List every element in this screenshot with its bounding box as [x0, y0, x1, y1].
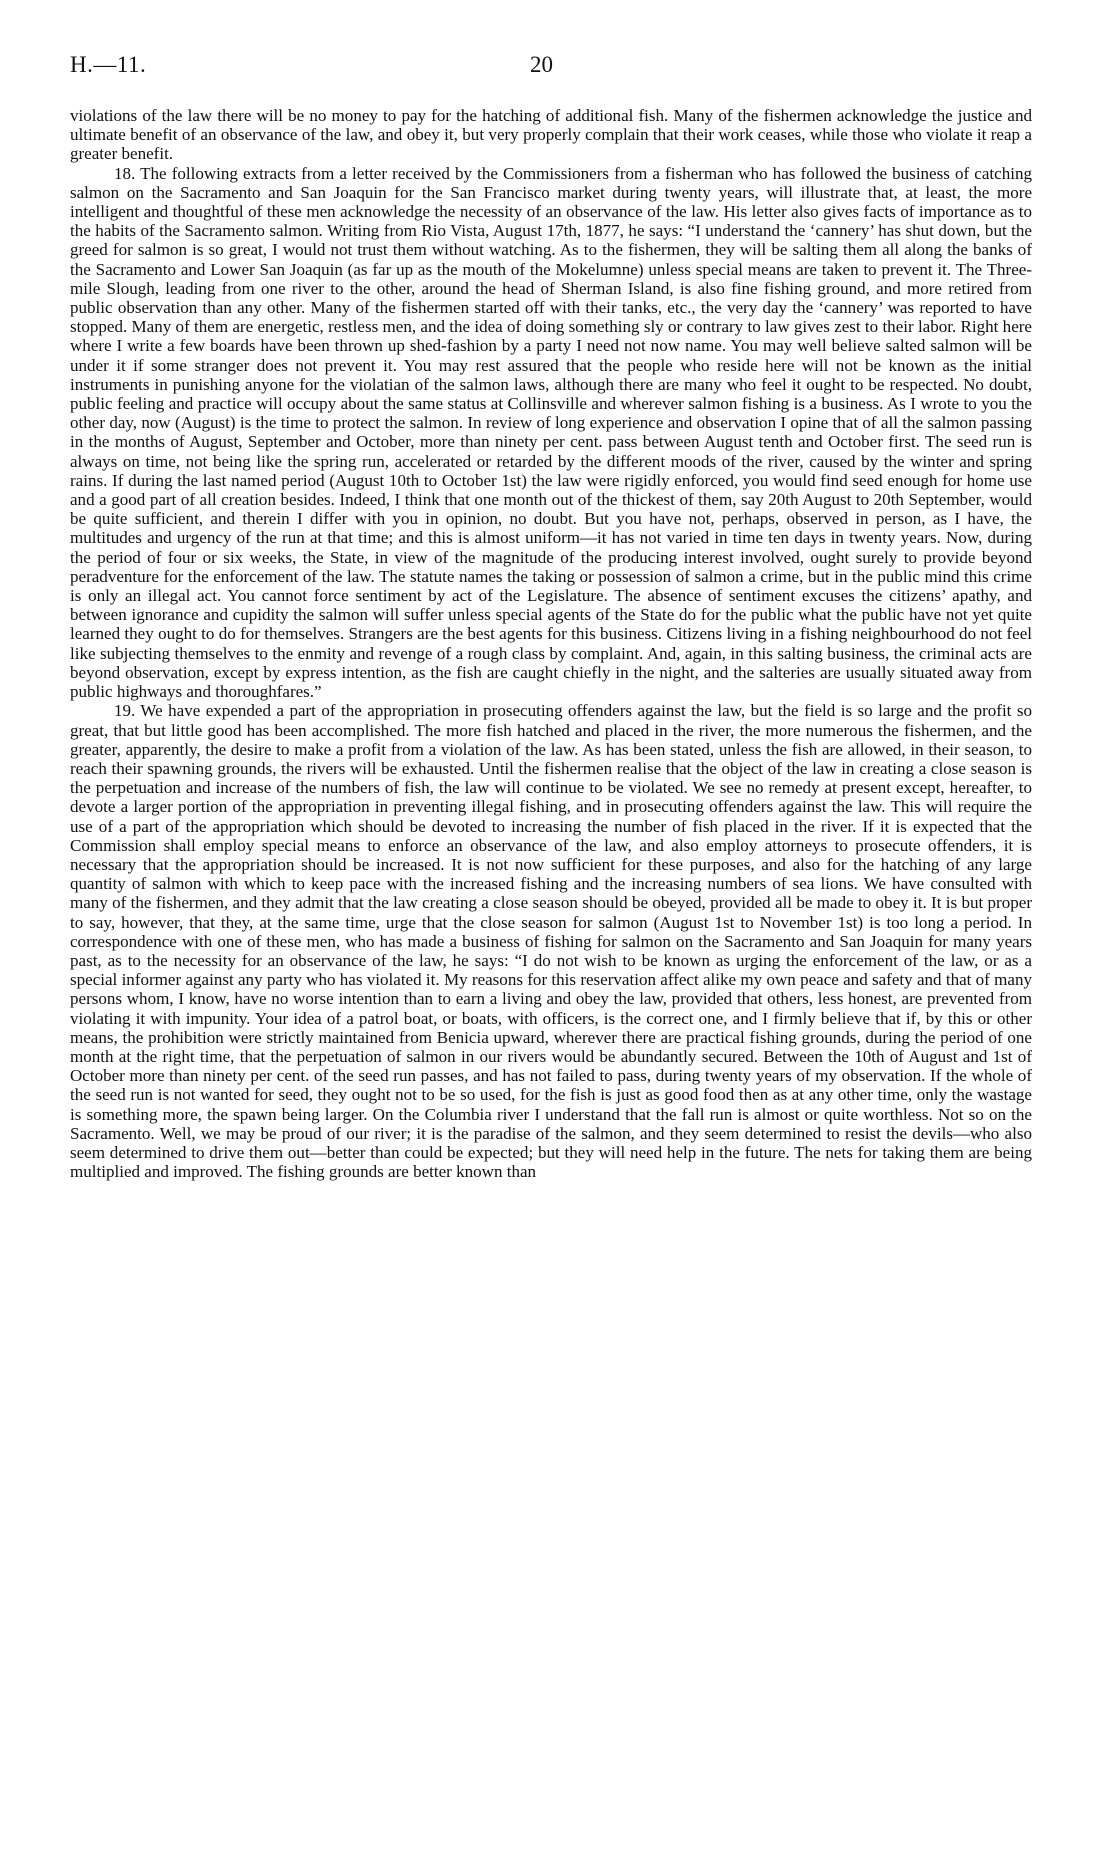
- paragraph-continuation: violations of the law there will be no money to pay for the hatching of additional fish. Many of the fishermen acknowledge the justice and ultimate benefit of an observance of the law, and obey it, but very properly complain that their work ceases, while those who violate it reap a greater benefit.: [70, 106, 1032, 164]
- page-number: 20: [530, 52, 553, 77]
- paragraph-18: 18. The following extracts from a letter received by the Commissioners from a fisherman who has followed the business of catching salmon on the Sacramento and San Joaquin for the San Francisco market during twenty years, will illustrate that, at least, the more intelligent and thoughtful of these men acknowledge the necessity of an observance of the law. His letter also gives facts of importance as to the habits of the Sacramento salmon. Writing from Rio Vista, August 17th, 1877, he says: “I understand the ‘cannery’ has shut down, but the greed for salmon is so great, I would not trust them without watching. As to the fishermen, they will be salting them all along the banks of the Sacramento and Lower San Joaquin (as far up as the mouth of the Mokelumne) unless special means are taken to prevent it. The Three-mile Slough, leading from one river to the other, around the head of Sherman Island, is also fine fishing ground, and more retired from public observation than any other. Many of the fishermen started off with their tanks, etc., the very day the ‘cannery’ was reported to have stopped. Many of them are energetic, restless men, and the idea of doing something sly or contrary to law gives zest to their labor. Right here where I write a few boards have been thrown up shed-fashion by a party I need not now name. You may well believe salted salmon will be under it if some stranger does not prevent it. You may rest assured that the people who reside here will not be known as the initial instruments in punishing anyone for the violatian of the salmon laws, although there are many who feel it ought to be respected. No doubt, public feeling and practice will occupy about the same status at Collinsville and wherever salmon fishing is a business. As I wrote to you the other day, now (August) is the time to protect the salmon. In review of long experience and observation I opine that of all the salmon passing in the months of August, September and October, more than ninety per cent. pass between August tenth and October first. The seed run is always on time, not being like the spring run, accelerated or retarded by the different moods of the river, caused by the winter and spring rains. If during the last named period (August 10th to October 1st) the law were rigidly enforced, you would find seed enough for home use and a good part of all creation besides. Indeed, I think that one month out of the thickest of them, say 20th August to 20th September, would be quite sufficient, and therein I differ with you in opinion, no doubt. But you have not, perhaps, observed in person, as I have, the multitudes and urgency of the run at that time; and this is almost uniform—it has not varied in time ten days in twenty years. Now, during the period of four or six weeks, the State, in view of the magnitude of the producing interest involved, ought surely to provide beyond peradventure for the enforcement of the law. The statute names the taking or possession of salmon a crime, but in the public mind this crime is only an illegal act. You cannot force sentiment by act of the Legislature. The absence of sentiment excuses the citizens’ apathy, and between ignorance and cupidity the salmon will suffer unless special agents of the State do for the public what the public have not yet quite learned they ought to do for themselves. Strangers are the best agents for this business. Citizens living in a fishing neighbourhood do not feel like subjecting themselves to the enmity and revenge of a rough class by complaint. And, again, in this salting business, the criminal acts are beyond observation, except by express intention, as the fish are caught chiefly in the night, and the salteries are usually situated away from public highways and thoroughfares.”: [70, 163, 1032, 702]
- page-header: [70, 52, 1044, 86]
- paragraph-19: 19. We have expended a part of the appropriation in prosecuting offenders against the law, but the field is so large and the profit so great, that but little good has been accomplished. The more fish hatched and placed in the river, the more numerous the fishermen, and the greater, apparently, the desire to make a profit from a violation of the law. As has been stated, unless the fish are allowed, in their season, to reach their spawning grounds, the rivers will be exhausted. Until the fishermen realise that the object of the law in creating a close season is the perpetuation and increase of the numbers of fish, the law will continue to be violated. We see no remedy at present except, hereafter, to devote a larger portion of the appropriation in preventing illegal fishing, and in prosecuting offenders against the law. This will require the use of a part of the appropriation which should be devoted to increasing the number of fish placed in the river. If it is expected that the Commission shall employ special means to enforce an observance of the law, and also employ attorneys to prosecute offenders, it is necessary that the appropriation should be increased. It is not now sufficient for these purposes, and also for the hatching of any large quantity of salmon with which to keep pace with the increased fishing and the increasing numbers of sea lions. We have consulted with many of the fishermen, and they admit that the law creating a close season should be obeyed, provided all be made to obey it. It is but proper to say, however, that they, at the same time, urge that the close season for salmon (August 1st to November 1st) is too long a period. In correspondence with one of these men, who has made a business of fishing for salmon on the Sacramento and San Joaquin for many years past, as to the necessity for an observance of the law, he says: “I do not wish to be known as urging the enforcement of the law, or as a special informer against any party who has violated it. My reasons for this reservation affect alike my own peace and safety and that of many persons whom, I know, have no worse intention than to earn a living and obey the law, provided that others, less honest, are prevented from violating it with impunity. Your idea of a patrol boat, or boats, with officers, is the correct one, and I firmly believe that if, by this or other means, the prohibition were strictly maintained from Benicia upward, wherever there are practical fishing grounds, during the period of one month at the right time, that the perpetuation of salmon in our rivers would be abundantly secured. Between the 10th of August and 1st of October more than ninety per cent. of the seed run passes, and has not failed to pass, during twenty years of my observation. If the whole of the seed run is not wanted for seed, they ought not to be so used, for the fish is just as good food then as at any other time, only the wastage is something more, the spawn being larger. On the Columbia river I understand that the fall run is almost or quite worthless. Not so on the Sacramento. Well, we may be proud of our river; it is the paradise of the salmon, and they seem determined to resist the devils—who also seem determined to drive them out—better than could be expected; but they will need help in the future. The nets for taking them are being multiplied and improved. The fishing grounds are better known than: [70, 701, 1032, 1182]
- body-text: [70, 106, 1032, 1181]
- document-code: H.—11.: [70, 52, 147, 77]
